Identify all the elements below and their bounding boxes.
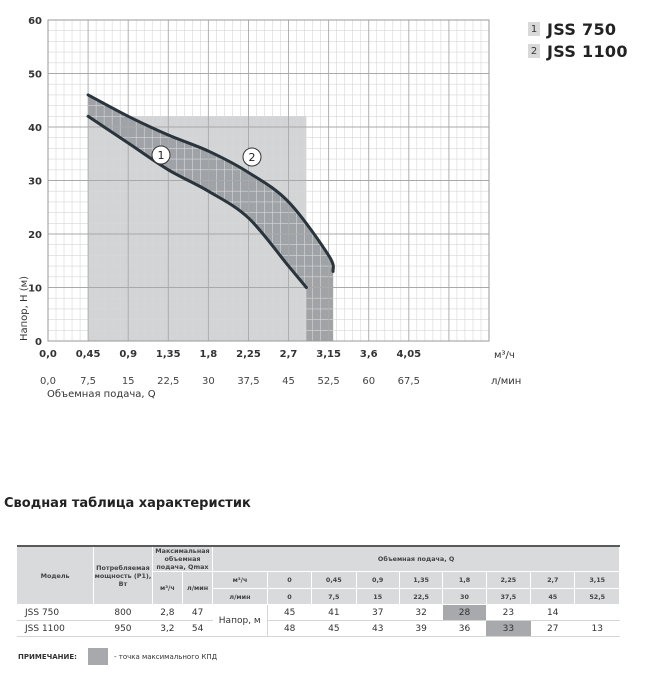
legend-number: 1 <box>528 22 540 36</box>
head-cell: 39 <box>399 621 442 637</box>
flow-lmin-cell: 7,5 <box>312 589 356 605</box>
head-cell: 27 <box>531 621 575 637</box>
head-cell: 32 <box>399 605 442 621</box>
y-tick-label: 30 <box>28 176 42 188</box>
x-alt-unit-label: л/мин <box>491 376 522 387</box>
qmax-m3-cell: 2,8 <box>152 605 182 621</box>
legend-item-jss-750 <box>528 18 628 40</box>
legend-item-jss-1100 <box>528 40 628 62</box>
section-title: Сводная таблица характеристик <box>4 496 251 511</box>
x-tick-label: 2,7 <box>279 349 298 360</box>
x-tick-label: 1,8 <box>199 349 218 360</box>
head-cell: 41 <box>312 605 356 621</box>
note-label: ПРИМЕЧАНИЕ: <box>18 652 77 661</box>
x-tick-label: 4,05 <box>396 349 422 360</box>
x-axis-ticks <box>39 349 421 360</box>
flow-m3-cell: 2,25 <box>486 572 530 589</box>
y-tick-label: 0 <box>35 337 42 348</box>
model-cell: JSS 750 <box>17 605 94 621</box>
x-tick-label: 2,25 <box>236 349 261 360</box>
x-alt-tick-label: 37,5 <box>237 376 260 387</box>
x-tick-label: 1,35 <box>155 349 181 360</box>
x-alt-tick-label: 7,5 <box>80 376 97 387</box>
header-flow: Объемная подача, Q <box>213 546 620 572</box>
x-tick-label: 0,9 <box>119 349 138 360</box>
x-unit-label: м³/ч <box>494 350 515 361</box>
power-cell: 950 <box>94 621 153 637</box>
flow-m3-cell: 1,35 <box>399 572 442 589</box>
qmax-lmin-cell: 47 <box>182 605 212 621</box>
x-alt-tick-label: 22,5 <box>157 376 180 387</box>
x-alt-tick-label: 60 <box>362 376 376 387</box>
chart-legend <box>528 18 628 62</box>
flow-m3-cell: 0,45 <box>312 572 356 589</box>
qmax-lmin-cell: 54 <box>182 621 212 637</box>
flow-m3-cell: 3,15 <box>575 572 620 589</box>
curve-label-1-text: 1 <box>157 149 165 162</box>
note <box>18 648 217 665</box>
power-cell: 800 <box>94 605 153 621</box>
flow-m3-cell: 1,8 <box>443 572 486 589</box>
y-tick-label: 60 <box>28 16 42 27</box>
flow-lmin-cell: 22,5 <box>399 589 442 605</box>
head-cell: 13 <box>575 621 620 637</box>
curve-label-2-text: 2 <box>248 151 256 164</box>
x-tick-label: 0,0 <box>39 349 57 360</box>
model-cell: JSS 1100 <box>17 621 94 637</box>
x-axis-alt-ticks <box>40 376 420 387</box>
y-axis-ticks <box>28 16 42 348</box>
legend-label: JSS 1100 <box>547 41 628 61</box>
header-qmax-lmin: л/мин <box>182 572 212 605</box>
x-tick-label: 0,45 <box>75 349 101 360</box>
table-row <box>17 605 620 621</box>
header-qmax-m3: м³/ч <box>152 572 182 605</box>
y-tick-label: 40 <box>28 123 42 134</box>
y-tick-label: 10 <box>28 283 42 295</box>
header-model: Модель <box>17 546 94 605</box>
x-tick-label: 3,15 <box>316 349 341 360</box>
header-power: Потребляемая мощность (P1), Вт <box>94 546 153 605</box>
table-row <box>17 621 620 637</box>
flow-lmin-cell: 52,5 <box>575 589 620 605</box>
x-alt-tick-label: 67,5 <box>397 376 420 387</box>
x-alt-tick-label: 30 <box>201 376 215 387</box>
head-cell: 36 <box>443 621 486 637</box>
head-cell: 37 <box>356 605 399 621</box>
head-cell: 43 <box>356 621 399 637</box>
flow-lmin-cell: 0 <box>267 589 311 605</box>
x-alt-tick-label: 52,5 <box>317 376 340 387</box>
flow-m3-cell: 0 <box>267 572 311 589</box>
x-alt-tick-label: 15 <box>121 376 135 387</box>
flow-lmin-cell: 45 <box>531 589 575 605</box>
header-flow-unit-lmin: л/мин <box>213 589 267 605</box>
head-cell-max-efficiency: 28 <box>443 605 486 621</box>
head-cell: 45 <box>312 621 356 637</box>
qmax-m3-cell: 3,2 <box>152 621 182 637</box>
curve-label-2 <box>243 148 261 166</box>
header-qmax: Максимальная объемная подача, Qmax <box>152 546 213 572</box>
flow-lmin-cell: 15 <box>356 589 399 605</box>
y-tick-label: 20 <box>28 230 42 241</box>
legend-number: 2 <box>528 44 540 58</box>
y-axis-label: Напор, Н (м) <box>19 275 30 341</box>
head-cell: 45 <box>267 605 311 621</box>
head-label-cell: Напор, м <box>213 605 267 637</box>
header-flow-unit-m3: м³/ч <box>213 572 267 589</box>
head-cell-max-efficiency: 33 <box>486 621 530 637</box>
x-alt-tick-label: 45 <box>282 376 295 387</box>
y-tick-label: 50 <box>28 69 42 81</box>
x-tick-label: 3,6 <box>359 349 378 360</box>
head-cell <box>575 605 620 621</box>
max-efficiency-swatch <box>88 648 108 665</box>
head-cell: 48 <box>267 621 311 637</box>
x-alt-tick-label: 0,0 <box>40 376 56 387</box>
flow-lmin-cell: 37,5 <box>486 589 530 605</box>
summary-table <box>17 545 620 637</box>
legend-label: JSS 750 <box>547 19 617 39</box>
x-axis-label: Объемная подача, Q <box>47 389 156 400</box>
head-cell: 14 <box>531 605 575 621</box>
flow-lmin-cell: 30 <box>443 589 486 605</box>
curve-label-1 <box>152 146 170 164</box>
head-cell: 23 <box>486 605 530 621</box>
flow-m3-cell: 0,9 <box>356 572 399 589</box>
flow-m3-cell: 2,7 <box>531 572 575 589</box>
note-text: - точка максимального КПД <box>114 652 218 661</box>
